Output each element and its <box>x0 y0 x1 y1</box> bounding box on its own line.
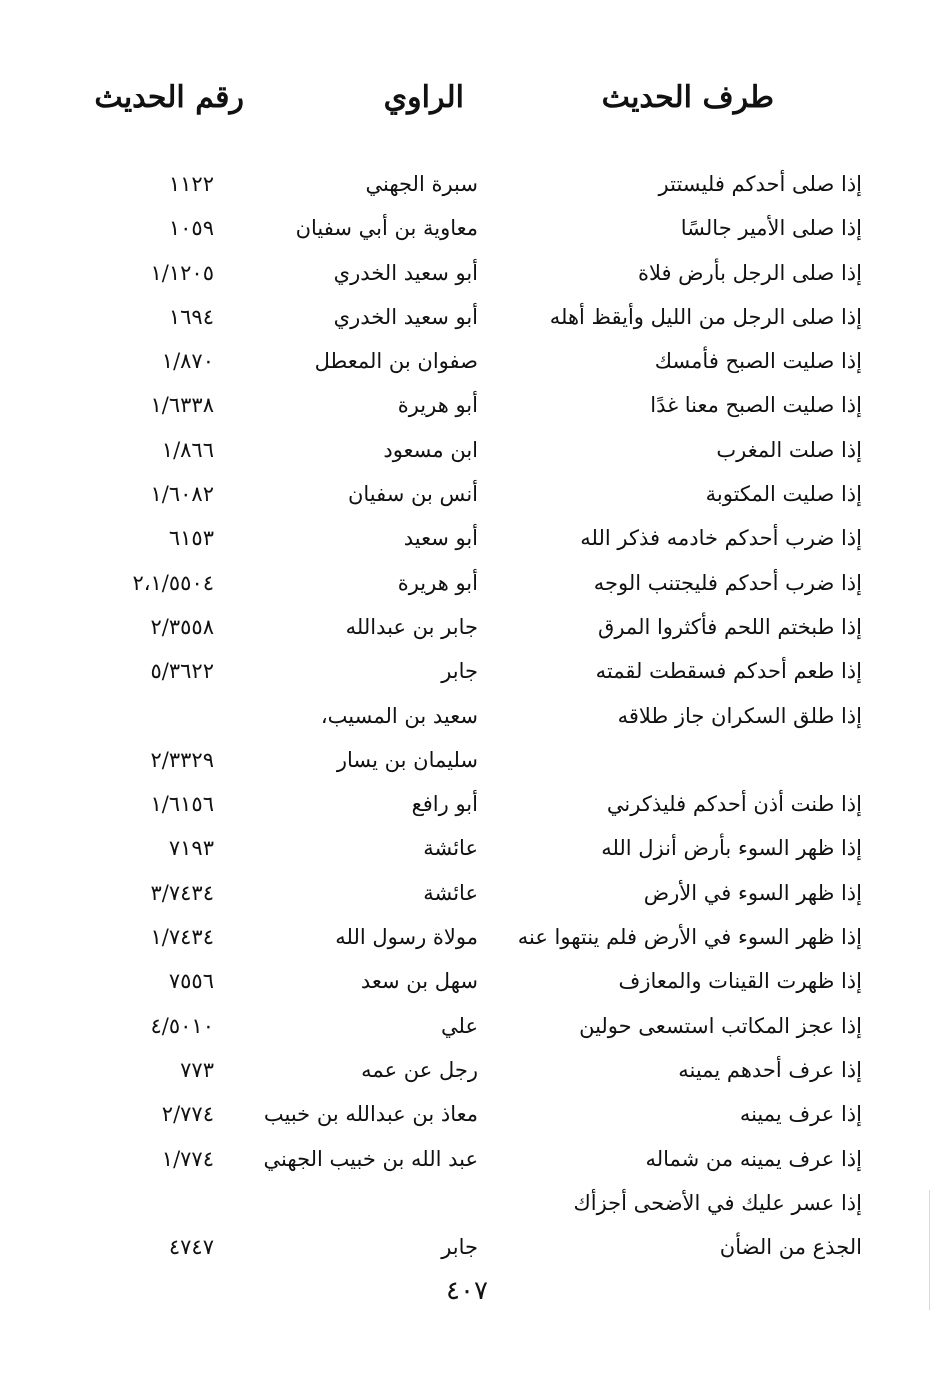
hadith-text: إذا صليت الصبح معنا غدًا <box>650 393 862 418</box>
hadith-text: إذا طعم أحدكم فسقطت لقمته <box>595 659 862 684</box>
hadith-number: ٢/٣٣٢٩ <box>150 747 214 772</box>
hadith-text: إذا طنت أذن أحدكم فليذكرني <box>606 792 862 817</box>
narrator-text: سعيد بن المسيب، <box>320 703 478 728</box>
narrator-text: أنس بن سفيان <box>347 482 478 507</box>
table-row <box>0 871 934 915</box>
hadith-number: ١٠٥٩ <box>168 216 214 241</box>
hadith-number: ٢،١/٥٥٠٤ <box>132 570 214 595</box>
hadith-number: ٣/٧٤٣٤ <box>150 880 214 905</box>
hadith-text: الجذع من الضأن <box>719 1235 862 1260</box>
hadith-number: ٥/٣٦٢٢ <box>150 659 214 684</box>
table-row <box>0 383 934 427</box>
table-row <box>0 339 934 383</box>
narrator-text: عائشة <box>423 880 478 905</box>
narrator-text: أبو سعيد <box>403 526 478 551</box>
table-row <box>0 826 934 870</box>
hadith-number: ١/٦٣٣٨ <box>150 393 214 418</box>
table-row <box>0 206 934 250</box>
hadith-text: إذا ظهر السوء في الأرض <box>643 880 862 905</box>
hadith-text: إذا طبختم اللحم فأكثروا المرق <box>598 614 862 639</box>
table-row <box>0 251 934 295</box>
hadith-text: إذا ضرب أحدكم فليجتنب الوجه <box>593 570 862 595</box>
narrator-text: أبو رافع <box>411 792 478 817</box>
narrator-text: مولاة رسول الله <box>335 925 478 950</box>
narrator-text: جابر <box>441 1235 478 1260</box>
narrator-text: جابر بن عبدالله <box>345 614 478 639</box>
hadith-number: ٢/٣٥٥٨ <box>150 614 214 639</box>
hadith-text: إذا ظهرت القينات والمعازف <box>618 969 862 994</box>
table-row <box>0 295 934 339</box>
hadith-index-table <box>0 162 934 1269</box>
hadith-text: إذا عرف يمينه من شماله <box>645 1146 862 1171</box>
hadith-text: إذا صلت المغرب <box>716 437 862 462</box>
table-row <box>0 605 934 649</box>
narrator-text: سهل بن سعد <box>360 969 478 994</box>
hadith-number: ١/٧٤٣٤ <box>150 925 214 950</box>
table-row <box>0 561 934 605</box>
hadith-text: إذا عسر عليك في الأضحى أجزأك <box>573 1190 862 1215</box>
hadith-text: إذا ضرب أحدكم خادمه فذكر الله <box>580 526 862 551</box>
table-row <box>0 649 934 693</box>
hadith-number: ٤٧٤٧ <box>168 1235 214 1260</box>
hadith-number: ١/٦٠٨٢ <box>150 482 214 507</box>
table-row <box>0 782 934 826</box>
table-row <box>0 1004 934 1048</box>
hadith-number: ٤/٥٠١٠ <box>150 1013 214 1038</box>
hadith-number: ٧١٩٣ <box>168 836 214 861</box>
narrator-text: أبو هريرة <box>397 393 478 418</box>
narrator-text: صفوان بن المعطل <box>314 349 478 374</box>
hadith-number: ١/٨٧٠ <box>161 349 214 374</box>
hadith-number: ٧٧٣ <box>180 1057 214 1082</box>
hadith-number: ١/١٢٠٥ <box>150 260 214 285</box>
table-row <box>0 472 934 516</box>
hadith-number: ٦١٥٣ <box>168 526 214 551</box>
narrator-text: عبد الله بن خبيب الجهني <box>263 1146 478 1171</box>
table-row <box>0 162 934 206</box>
hadith-text: إذا ظهر السوء بأرض أنزل الله <box>601 836 862 861</box>
hadith-text: إذا طلق السكران جاز طلاقه <box>617 703 862 728</box>
hadith-text: إذا عرف يمينه <box>739 1102 862 1127</box>
narrator-text: معاوية بن أبي سفيان <box>295 216 478 241</box>
header-narrator: الراوي <box>383 80 464 115</box>
narrator-text: رجل عن عمه <box>361 1057 478 1082</box>
hadith-number: ١/٧٧٤ <box>161 1146 214 1171</box>
table-row <box>0 1048 934 1092</box>
table-row <box>0 1137 934 1181</box>
hadith-number: ١/٨٦٦ <box>161 437 214 462</box>
hadith-number: ١/٦١٥٦ <box>150 792 214 817</box>
narrator-text: عائشة <box>423 836 478 861</box>
narrator-text: أبو سعيد الخدري <box>333 260 478 285</box>
hadith-number: ٧٥٥٦ <box>168 969 214 994</box>
header-hadith: طرف الحديث <box>601 80 774 115</box>
table-row <box>0 1092 934 1136</box>
table-row <box>0 959 934 1003</box>
scan-edge-line <box>929 1190 930 1310</box>
table-row <box>0 694 934 738</box>
narrator-text: ابن مسعود <box>383 437 478 462</box>
narrator-text: معاذ بن عبدالله بن خبيب <box>263 1102 478 1127</box>
table-row <box>0 1225 934 1269</box>
hadith-text: إذا صلى الأمير جالسًا <box>680 216 862 241</box>
header-number: رقم الحديث <box>94 80 244 115</box>
narrator-text: سبرة الجهني <box>365 172 478 196</box>
narrator-text: أبو سعيد الخدري <box>333 304 478 329</box>
narrator-text: علي <box>441 1013 478 1038</box>
narrator-text: أبو هريرة <box>397 570 478 595</box>
table-row <box>0 1181 934 1225</box>
hadith-text: إذا عجز المكاتب استسعى حولين <box>579 1013 862 1038</box>
hadith-number: ١١٢٢ <box>168 172 214 196</box>
hadith-text: إذا صلى الرجل بأرض فلاة <box>637 260 862 285</box>
table-row <box>0 738 934 782</box>
table-header <box>0 80 934 140</box>
hadith-text: إذا صلى الرجل من الليل وأيقظ أهله <box>549 304 862 329</box>
narrator-text: جابر <box>441 659 478 684</box>
narrator-text: سليمان بن يسار <box>336 747 478 772</box>
hadith-number: ٢/٧٧٤ <box>161 1102 214 1127</box>
hadith-text: إذا صليت المكتوبة <box>705 482 862 507</box>
hadith-text: إذا عرف أحدهم يمينه <box>678 1057 862 1082</box>
hadith-text: إذا صليت الصبح فأمسك <box>654 349 862 374</box>
page-number: ٤٠٧ <box>446 1276 488 1306</box>
table-row <box>0 516 934 560</box>
hadith-number: ١٦٩٤ <box>168 304 214 329</box>
hadith-text: إذا صلى أحدكم فليستتر <box>658 172 862 196</box>
table-row <box>0 915 934 959</box>
table-row <box>0 428 934 472</box>
hadith-text: إذا ظهر السوء في الأرض فلم ينتهوا عنه <box>517 925 862 950</box>
